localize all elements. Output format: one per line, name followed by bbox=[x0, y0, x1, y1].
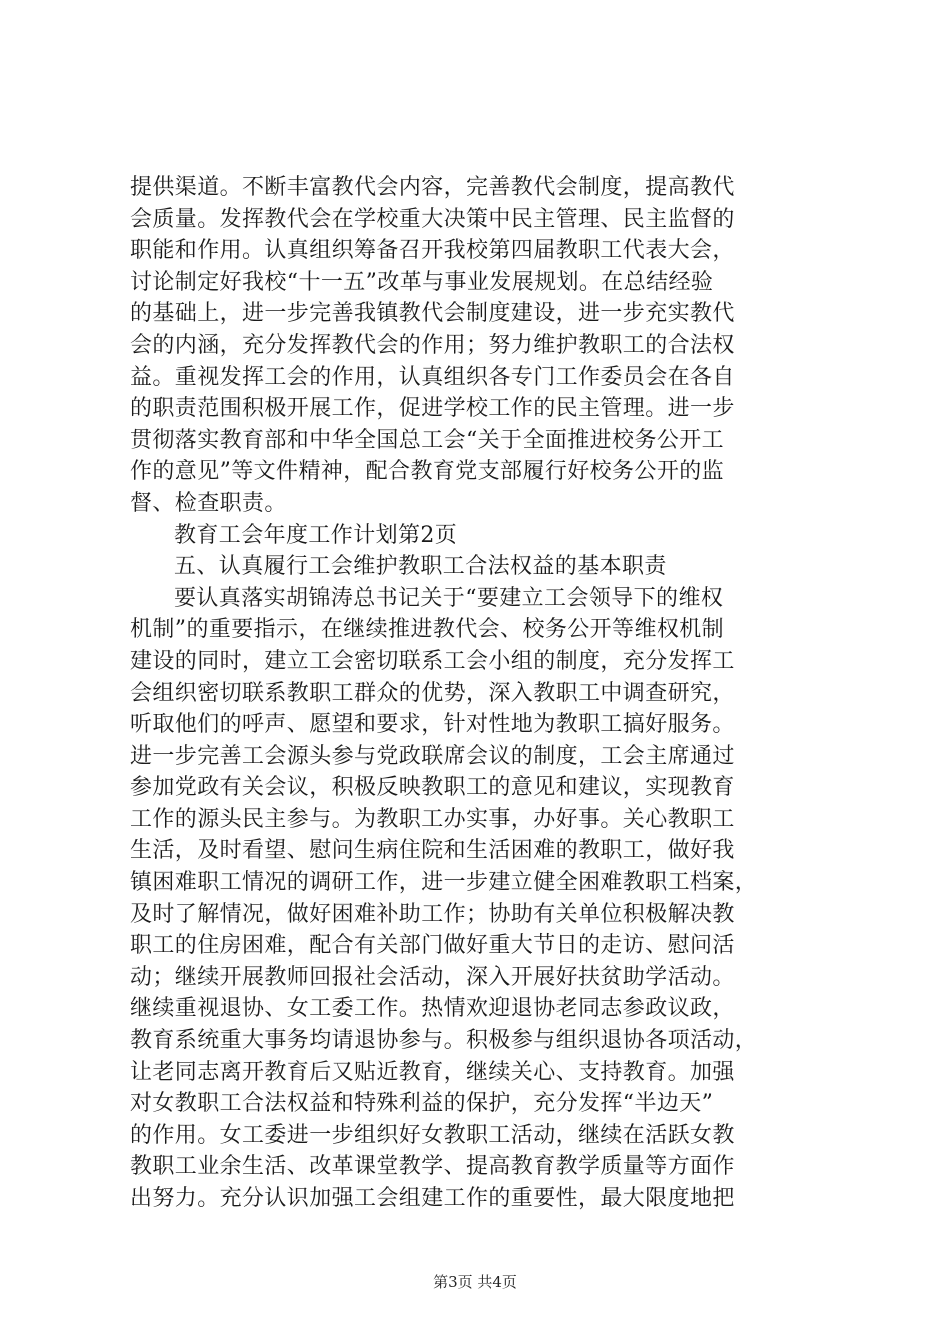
text-line: 的作用。女工委进一步组织好女教职工活动，继续在活跃女教 bbox=[130, 1122, 735, 1148]
text-line: 教育工会年度工作计划第2页 bbox=[174, 522, 458, 548]
page-footer: 第3页 共4页 bbox=[433, 1273, 517, 1291]
text-line: 的基础上，进一步完善我镇教代会制度建设，进一步充实教代 bbox=[130, 301, 735, 327]
text-line: 职工的住房困难，配合有关部门做好重大节日的走访、慰问活 bbox=[130, 933, 735, 959]
text-line: 教职工业余生活、改革课堂教学、提高教育教学质量等方面作 bbox=[130, 1154, 735, 1180]
text-line: 生活，及时看望、慰问生病住院和生活困难的教职工，做好我 bbox=[130, 838, 735, 864]
text-line: 出努力。充分认识加强工会组建工作的重要性，最大限度地把 bbox=[130, 1186, 735, 1211]
text-line: 继续重视退协、女工委工作。热情欢迎退协老同志参政议政， bbox=[130, 996, 735, 1022]
text-line: 五、认真履行工会维护教职工合法权益的基本职责 bbox=[174, 554, 667, 580]
text-line: 动；继续开展教师回报社会活动，深入开展好扶贫助学活动。 bbox=[130, 964, 735, 990]
text-line: 机制”的重要指示，在继续推进教代会、校务公开等维权机制 bbox=[130, 617, 725, 643]
text-line: 听取他们的呼声、愿望和要求，针对性地为教职工搞好服务。 bbox=[130, 712, 735, 738]
text-line: 进一步完善工会源头参与党政联席会议的制度，工会主席通过 bbox=[130, 743, 735, 769]
text-line: 教育系统重大事务均请退协参与。积极参与组织退协各项活动， bbox=[130, 1028, 758, 1054]
text-line: 的职责范围积极开展工作，促进学校工作的民主管理。进一步 bbox=[130, 396, 735, 422]
text-line: 讨论制定好我校“十一五”改革与事业发展规划。在总结经验 bbox=[130, 269, 714, 295]
text-line: 要认真落实胡锦涛总书记关于“要建立工会领导下的维权 bbox=[174, 585, 724, 611]
text-line: 会质量。发挥教代会在学校重大决策中民主管理、民主监督的 bbox=[130, 206, 735, 232]
text-line: 参加党政有关会议，积极反映教职工的意见和建议，实现教育 bbox=[130, 775, 735, 801]
text-line: 对女教职工合法权益和特殊利益的保护，充分发挥“半边天” bbox=[130, 1091, 714, 1117]
text-line: 益。重视发挥工会的作用，认真组织各专门工作委员会在各自 bbox=[130, 364, 735, 390]
text-line: 让老同志离开教育后又贴近教育，继续关心、支持教育。加强 bbox=[130, 1059, 735, 1085]
text-line: 建设的同时，建立工会密切联系工会小组的制度，充分发挥工 bbox=[130, 648, 735, 674]
text-line: 作的意见”等文件精神，配合教育党支部履行好校务公开的监 bbox=[130, 459, 725, 485]
text-line: 督、检查职责。 bbox=[130, 490, 287, 516]
text-line: 贯彻落实教育部和中华全国总工会“关于全面推进校务公开工 bbox=[130, 427, 725, 453]
text-line: 工作的源头民主参与。为教职工办实事，办好事。关心教职工 bbox=[130, 806, 735, 832]
text-line: 提供渠道。不断丰富教代会内容，完善教代会制度，提高教代 bbox=[130, 175, 735, 200]
text-line: 职能和作用。认真组织筹备召开我校第四届教职工代表大会， bbox=[130, 238, 735, 264]
text-line: 镇困难职工情况的调研工作，进一步建立健全困难教职工档案， bbox=[130, 870, 758, 896]
text-line: 会的内涵，充分发挥教代会的作用；努力维护教职工的合法权 bbox=[130, 332, 735, 358]
text-line: 及时了解情况，做好困难补助工作；协助有关单位积极解决教 bbox=[130, 901, 735, 927]
document-body bbox=[130, 172, 830, 1215]
text-line: 会组织密切联系教职工群众的优势，深入教职工中调查研究， bbox=[130, 680, 735, 706]
